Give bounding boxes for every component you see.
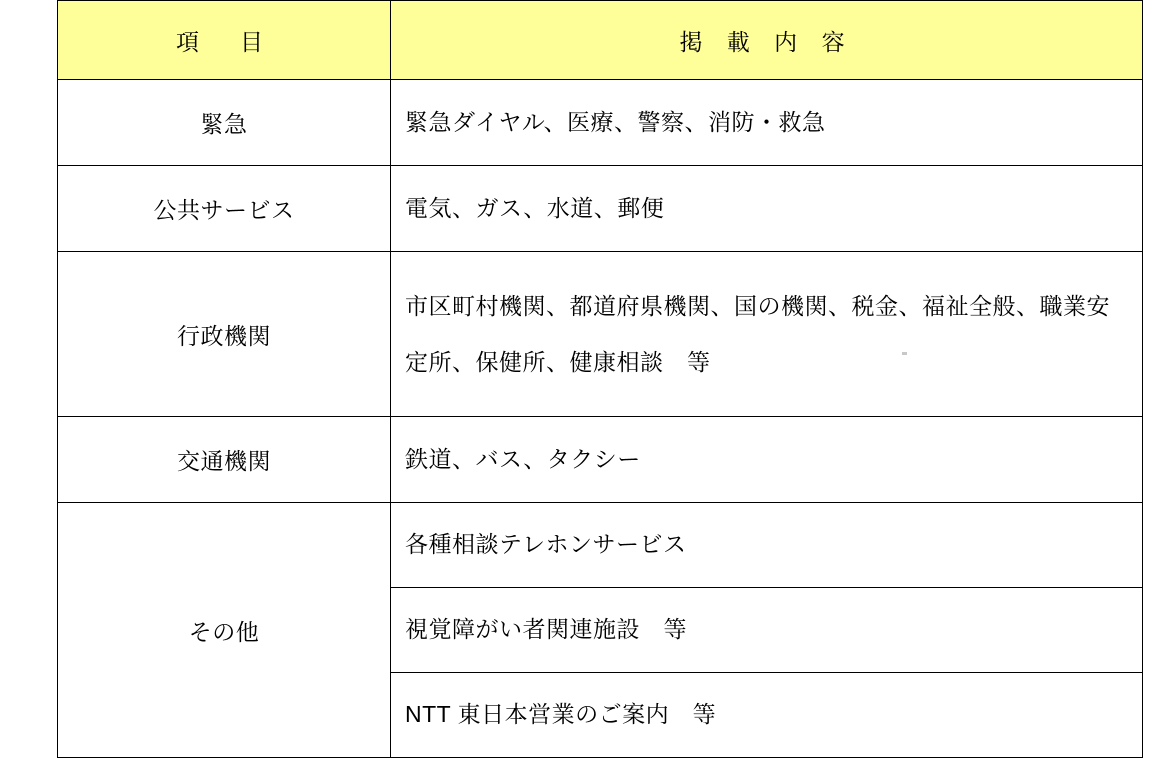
item-label: 行政機関 — [177, 322, 271, 349]
desc-text: 視覚障がい者関連施設 等 — [405, 616, 687, 643]
desc-text: 鉄道、バス、タクシー — [405, 445, 641, 472]
row-item-administrative — [58, 252, 391, 417]
row-item-public-service — [58, 166, 391, 252]
table-row — [58, 166, 1143, 252]
row-desc-other-1 — [391, 503, 1143, 588]
table-row — [58, 80, 1143, 166]
table-row — [58, 417, 1143, 503]
desc-text: 市区町村機関、都道府県機関、国の機関、税金、福祉全般、職業安定所、保健所、健康相談 等 — [405, 292, 1110, 375]
item-label: 公共サービス — [153, 197, 295, 223]
table-row — [58, 252, 1143, 417]
header-item-label: 項 目 — [176, 28, 272, 55]
row-desc-transportation — [391, 417, 1143, 503]
item-label: その他 — [188, 618, 260, 645]
desc-text: 各種相談テレホンサービス — [405, 531, 687, 558]
header-cell-description — [391, 1, 1143, 80]
desc-text: 電気、ガス、水道、郵便 — [405, 194, 665, 221]
row-desc-administrative — [391, 252, 1143, 417]
contents-table — [57, 0, 1143, 758]
row-item-transportation — [58, 417, 391, 503]
row-item-other — [58, 503, 391, 758]
row-desc-other-3 — [391, 673, 1143, 758]
table-header-row — [58, 1, 1143, 80]
header-description-label: 掲 載 内 容 — [679, 28, 854, 55]
item-label: 交通機関 — [177, 448, 271, 474]
table-row — [58, 503, 1143, 588]
row-desc-public-service — [391, 166, 1143, 252]
row-item-emergency — [58, 80, 391, 166]
header-cell-item — [58, 1, 391, 80]
row-desc-emergency — [391, 80, 1143, 166]
desc-text: 緊急ダイヤル、医療、警察、消防・救急 — [405, 108, 826, 135]
item-label: 緊急 — [200, 111, 248, 137]
desc-text: NTT 東日本営業のご案内 等 — [405, 701, 717, 728]
row-desc-other-2 — [391, 588, 1143, 673]
